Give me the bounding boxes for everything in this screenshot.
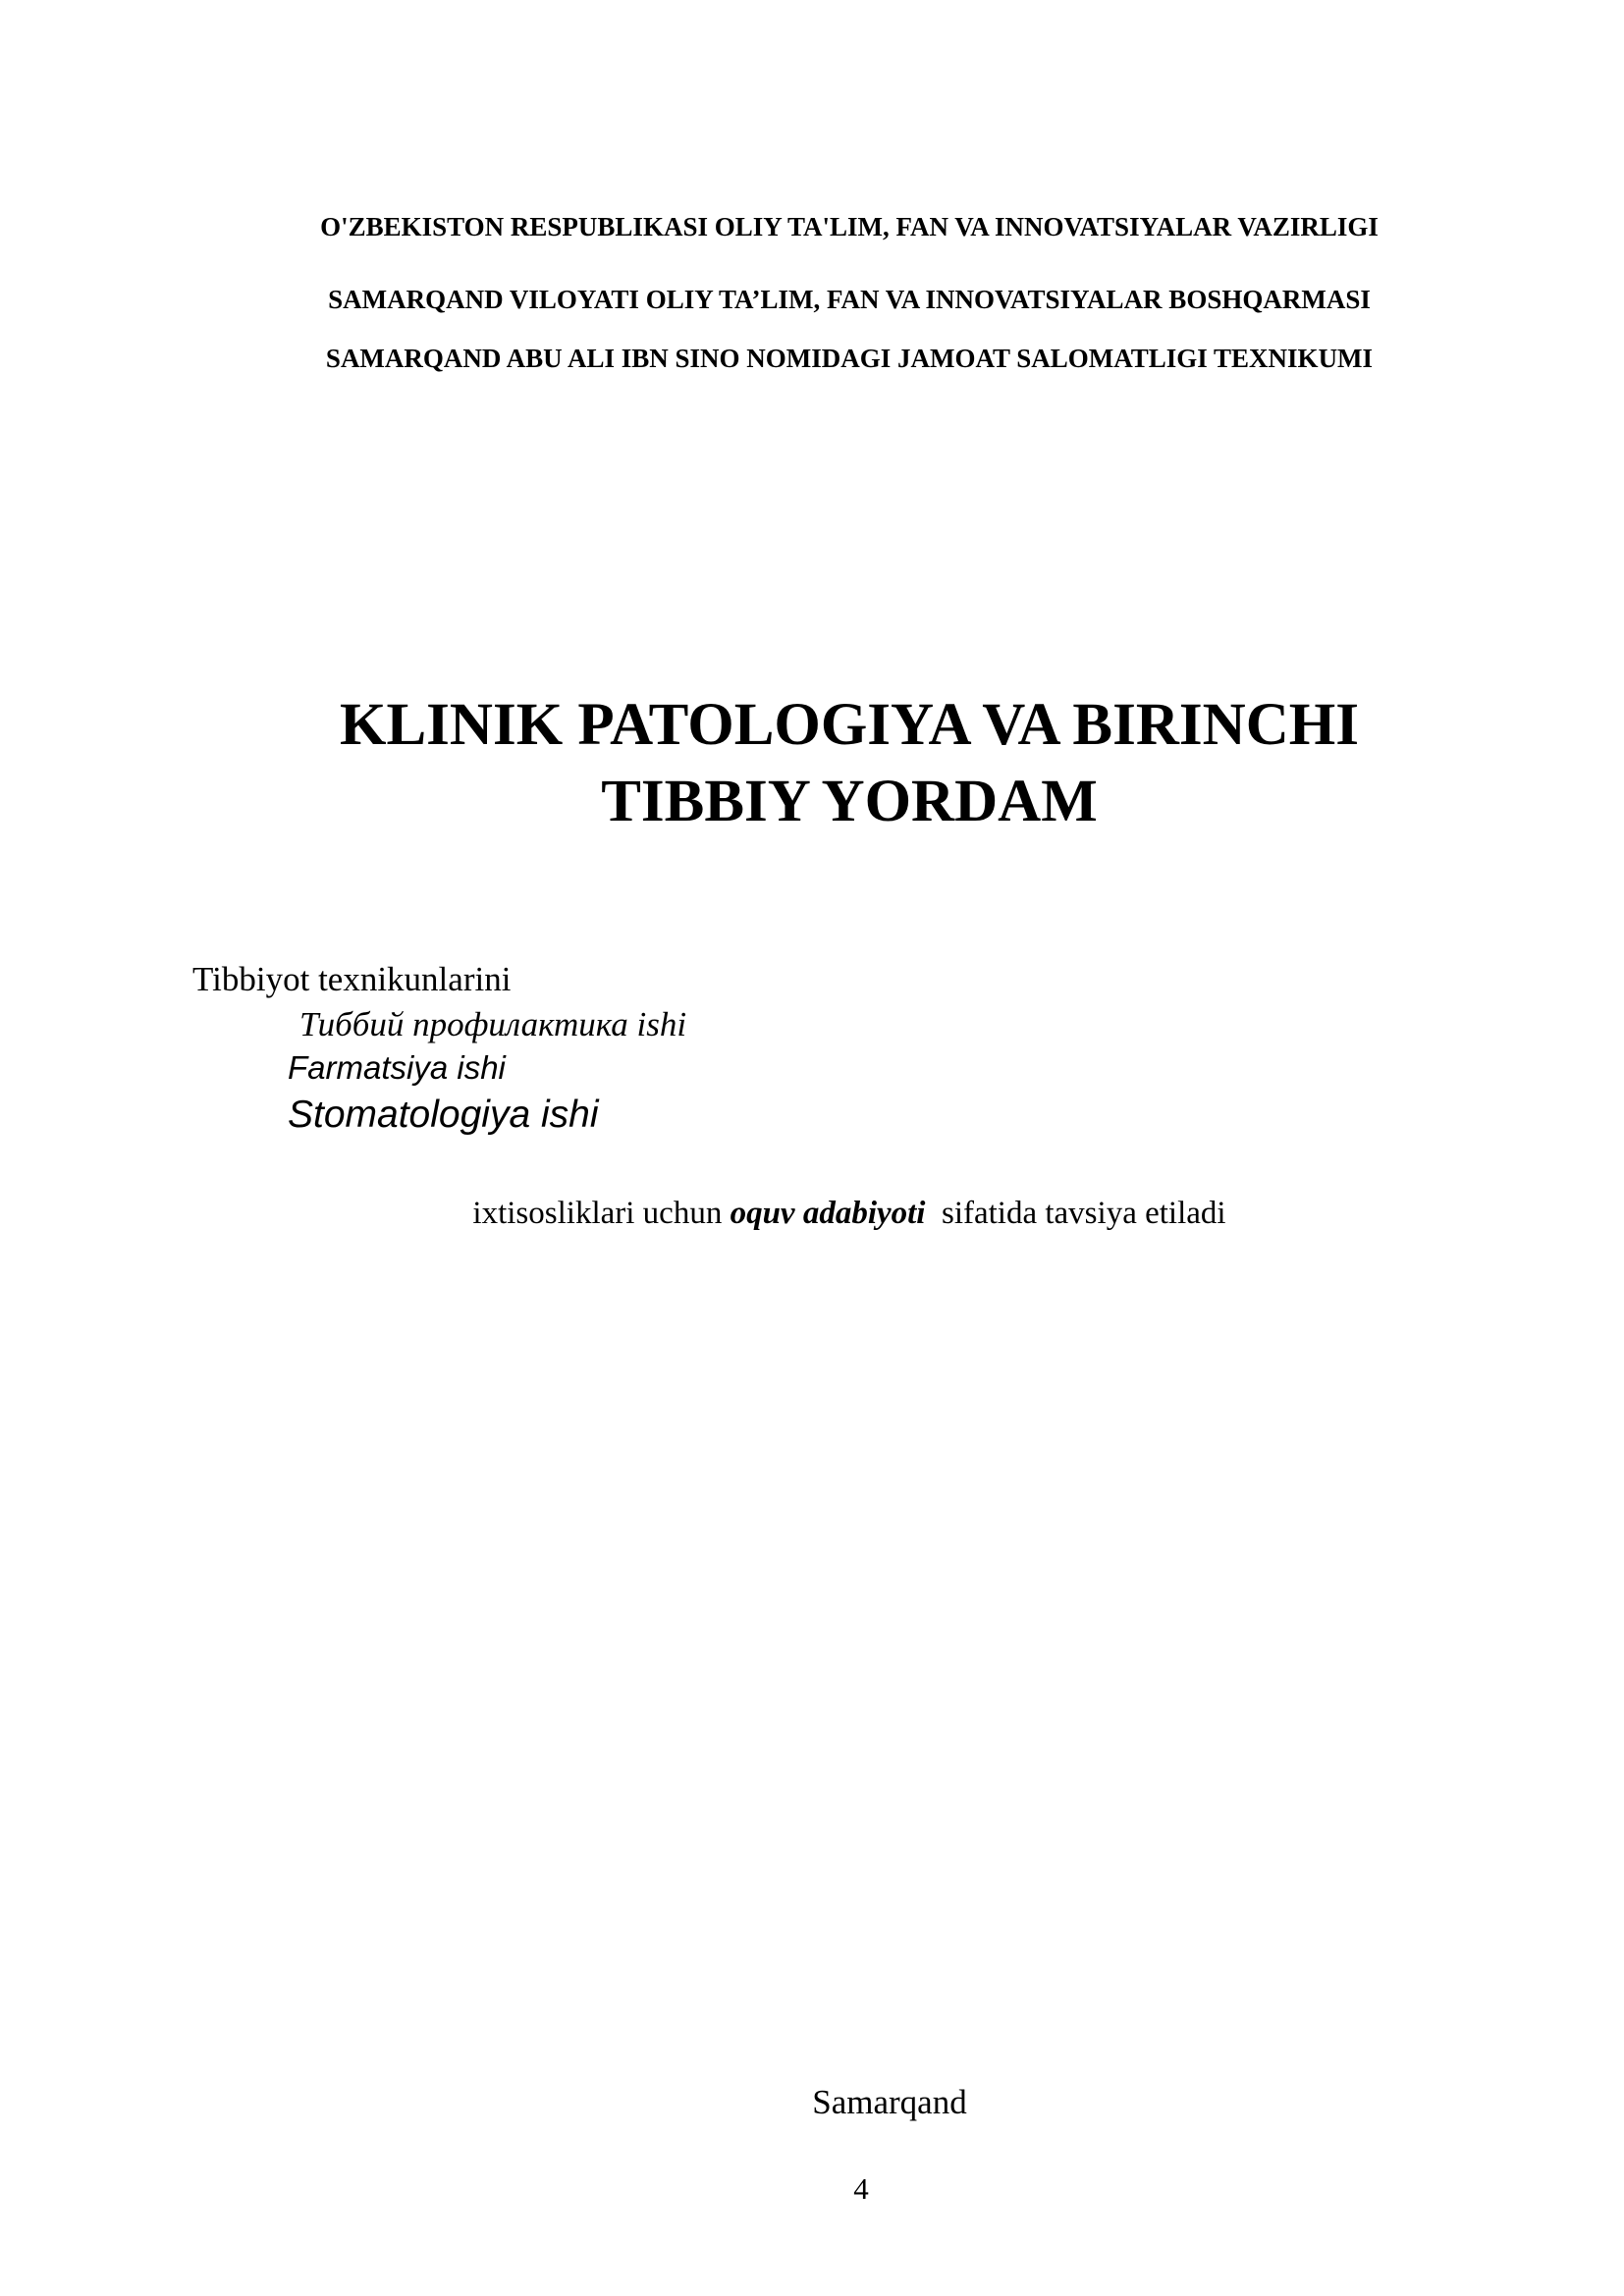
document-title-line-1: KLINIK PATOLOGIYA VA BIRINCHI [340,692,1359,758]
purpose-text-before: ixtisosliklari uchun [472,1196,731,1231]
recommendation-purpose [0,1198,1624,1230]
regional-department-name: SAMARQAND VILOYATI OLIY TA’LIM, FAN VA INNOVATSIYALAR BOSHQARMASI [328,285,1371,314]
specialty-pharmacy: Farmatsiya ishi [288,1049,506,1086]
document-title-line-2: TIBBIY YORDAM [601,769,1098,834]
purpose-emphasis: oquv adabiyoti [730,1196,926,1231]
institution-name: SAMARQAND ABU ALI IBN SINO NOMIDAGI JAMOAT SALOMATLIGI TEXNIKUMI [325,344,1374,373]
publication-city: Samarqand [812,2083,967,2121]
specialty-dentistry: Stomatologiya ishi [288,1094,599,1136]
page-number: 4 [853,2171,869,2206]
purpose-text-after: sifatida tavsiya etiladi [925,1196,1226,1231]
specialty-preventive-medicine: Тиббий профилактика ishi [299,1005,687,1043]
ministry-name: O'ZBEKISTON RESPUBLIKASI OLIY TA'LIM, FAN VA INNOVATSIYALAR VAZIRLIGI [320,212,1379,241]
recommendation-intro: Tibbiyot texnikunlarini [192,960,512,998]
